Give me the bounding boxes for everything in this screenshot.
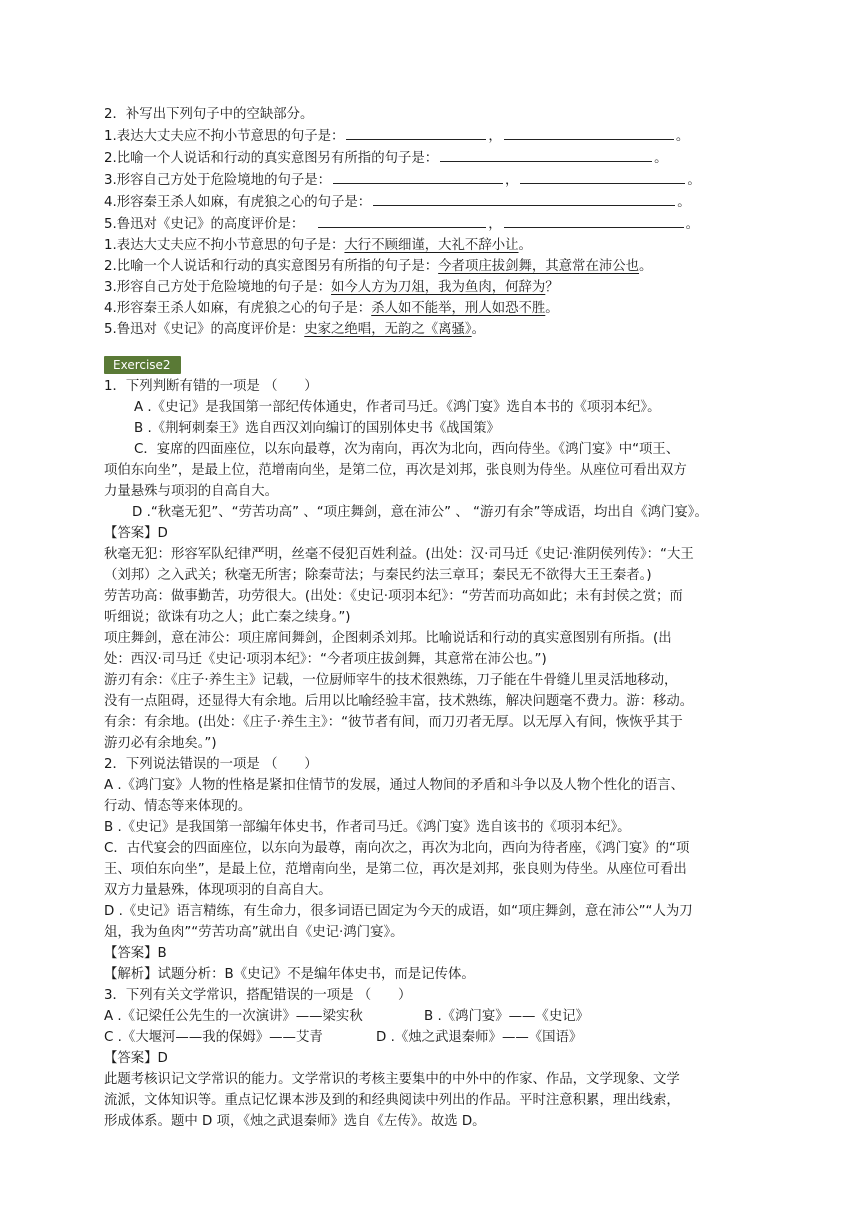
e2-option-line: 双方力量悬殊，体现项羽的自高自大。 — [104, 883, 332, 898]
answer-end: ？ — [545, 280, 559, 295]
blank-line-1 — [104, 125, 764, 147]
e1-option-c: 项伯东向坐”，是最上位，范增南向坐，是第二位，再次是刘邦，张良则为侍坐。从座位可看出双方 — [104, 463, 687, 478]
blank-prefix: 4.形容秦王杀人如麻，有虎狼之心的句子是： — [104, 195, 372, 210]
answer-line-2 — [104, 256, 764, 277]
answer-text: 今者项庄拔剑舞，其意常在沛公也 — [438, 259, 640, 274]
e1-option-c: C．宴席的四面座位，以东向最尊，次为南向，再次为北向，西向侍坐。《鸿门宴》中“项王、 — [134, 442, 680, 457]
e1-option-a: A .《史记》是我国第一部纪传体通史，作者司马迁。《鸿门宴》选自本书的《项羽本纪》。 — [134, 400, 661, 415]
answer-line-5 — [104, 319, 764, 340]
question-2-title: 2．补写出下列句子中的空缺部分。 — [104, 107, 314, 122]
answer-text: 大行不顾细谨，大礼不辞小让 — [344, 238, 519, 253]
e1-explanation-line: 处：西汉·司马迁《史记·项羽本纪》：“今者项庄拔剑舞，其意常在沛公也。”) — [104, 652, 547, 667]
blank-separator: ， — [488, 217, 502, 232]
e1-explanation-line: 听细说；欲诛有功之人；此亡秦之续身。”) — [104, 610, 351, 625]
e2-option-line: 行动、情态等来体现的。 — [104, 799, 252, 814]
e3-option-d: D .《烛之武退秦师》——《国语》 — [376, 1030, 583, 1045]
e3-question: 3．下列有关文学常识，搭配错误的一项是 （ ） — [104, 988, 412, 1003]
exercise-tag: Exercise2 — [104, 356, 181, 374]
e2-option-line: A .《鸿门宴》人物的性格是紧扣住情节的发展，通过人物间的矛盾和斗争以及人物个性化的语言、 — [104, 778, 685, 793]
e2-option-line: B .《史记》是我国第一部编年体史书，作者司马迁。《鸿门宴》选自该书的《项羽本纪》。 — [104, 820, 631, 835]
blank-line-4 — [104, 191, 764, 213]
e1-answer: 【答案】D — [104, 526, 168, 541]
e2-option-line: 王、项伯东向坐”，是最上位，范增南向坐，是第二位，再次是刘邦，张良则为侍坐。从座位可看出 — [104, 862, 687, 877]
e3-answer: 【答案】D — [104, 1051, 168, 1066]
e2-option-line: 俎，我为鱼肉”“劳苦功高”就出自《史记·鸿门宴》。 — [104, 925, 404, 940]
blank-prefix: 3.形容自己方处于危险境地的句子是： — [104, 173, 332, 188]
answer-blank — [373, 191, 675, 206]
e3-option-a: A .《记梁任公先生的一次演讲》——梁实秋 — [104, 1009, 363, 1024]
answer-blank — [346, 125, 486, 140]
e2-explanation: 【解析】试题分析：B《史记》不是编年体史书，而是记传体。 — [104, 967, 475, 982]
blank-separator: ， — [488, 129, 502, 144]
blank-line-3 — [104, 169, 764, 191]
e1-explanation-line: 游刃有余：《庄子·养生主》记载，一位厨师宰牛的技术很熟练，刀子能在牛骨缝儿里灵活地移动， — [104, 673, 678, 688]
e1-explanation-line: （刘邦）之入武关；秋毫无所害；除秦苛法；与秦民约法三章耳；秦民无不欲得大王王秦者。) — [104, 568, 652, 583]
blank-prefix: 1.表达大丈夫应不拘小节意思的句子是： — [104, 129, 345, 144]
document-page — [104, 104, 764, 1132]
e1-explanation-line: 没有一点阻碍，还显得大有余地。后用以比喻经验丰富，技术熟练，解决问题毫不费力。游：移动。 — [104, 694, 694, 709]
answer-end: 。 — [518, 238, 532, 253]
answer-blank — [333, 169, 503, 184]
e1-option-b: B .《荆轲刺秦王》选自西汉刘向编订的国别体史书《战国策》 — [134, 421, 500, 436]
e1-explanation-line: 游刃必有余地矣。”) — [104, 736, 217, 751]
answer-prefix: 5.鲁迅对《史记》的高度评价是： — [104, 322, 305, 337]
blank-end: 。 — [654, 151, 668, 166]
answer-prefix: 4.形容秦王杀人如麻，有虎狼之心的句子是： — [104, 301, 372, 316]
e3-explanation-line: 此题考核识记文学常识的能力。文学常识的考核主要集中的中外中的作家、作品，文学现象、文学 — [104, 1072, 680, 1087]
answer-prefix: 1.表达大丈夫应不拘小节意思的句子是： — [104, 238, 345, 253]
e1-explanation-line: 秋毫无犯：形容军队纪律严明，丝毫不侵犯百姓利益。(出处：汉·司马迁《史记·淮阴侯列传》：“大王 — [104, 547, 694, 562]
blank-end: 。 — [677, 195, 691, 210]
blank-line-5 — [104, 213, 764, 235]
answer-prefix: 3.形容自己方处于危险境地的句子是： — [104, 280, 332, 295]
blank-end: 。 — [685, 217, 700, 232]
e3-options-row-1 — [104, 1006, 764, 1027]
e1-option-c: 力量悬殊与项羽的自高自大。 — [104, 484, 279, 499]
answer-end: 。 — [639, 259, 653, 274]
blank-prefix: 5.鲁迅对《史记》的高度评价是： — [104, 217, 305, 232]
answer-text: 如今人方为刀俎，我为鱼肉，何辞为 — [331, 280, 546, 295]
blank-end: 。 — [675, 129, 690, 144]
answer-blank — [520, 169, 685, 184]
e1-explanation-line: 项庄舞剑，意在沛公：项庄席间舞剑，企图刺杀刘邦。比喻说话和行动的真实意图别有所指。(出 — [104, 631, 672, 646]
e3-explanation-line: 流派，文体知识等。重点记忆课本涉及到的和经典阅读中列出的作品。平时注意积累，理出线索， — [104, 1093, 680, 1108]
e1-question: 1．下列判断有错的一项是 （ ） — [104, 379, 318, 394]
e3-explanation-line: 形成体系。题中 D 项，《烛之武退秦师》选自《左传》。故选 D。 — [104, 1114, 486, 1129]
blank-end: 。 — [687, 173, 701, 188]
answer-end: 。 — [471, 322, 486, 337]
answer-text: 杀人如不能举，刑人如恐不胜 — [371, 301, 546, 316]
answer-prefix: 2.比喻一个人说话和行动的真实意图另有所指的句子是： — [104, 259, 439, 274]
answer-blank — [318, 213, 486, 228]
e3-option-c: C .《大堰河——我的保姆》——艾青 — [104, 1030, 323, 1045]
e1-explanation-line: 劳苦功高：做事勤苦，功劳很大。(出处：《史记·项羽本纪》：“劳苦而功高如此；未有封侯之赏；而 — [104, 589, 683, 604]
answer-line-3 — [104, 277, 764, 298]
answer-line-4 — [104, 298, 764, 319]
e2-answer: 【答案】B — [104, 946, 167, 961]
e3-options-row-2 — [104, 1027, 764, 1048]
answer-blank — [504, 125, 674, 140]
blank-line-2 — [104, 147, 764, 169]
e3-option-b: B .《鸿门宴》——《史记》 — [424, 1009, 589, 1024]
e2-question: 2．下列说法错误的一项是 （ ） — [104, 757, 318, 772]
e2-option-line: D .《史记》语言精练，有生命力，很多词语已固定为今天的成语，如“项庄舞剑，意在沛公”“人为刀 — [104, 904, 693, 919]
e1-explanation-line: 有余：有余地。(出处：《庄子·养生主》：“彼节者有间，而刀刃者无厚。以无厚入有间，恢恢乎其于 — [104, 715, 683, 730]
e2-option-line: C．古代宴会的四面座位，以东向为最尊，南向次之，再次为北向，西向为待者座，《鸿门宴》的“项 — [104, 841, 690, 856]
answer-blank — [440, 147, 652, 162]
blank-separator: ， — [505, 173, 519, 188]
answer-line-1 — [104, 235, 764, 256]
answer-text: 史家之绝唱，无韵之《离骚》 — [304, 322, 472, 337]
answer-end: 。 — [545, 301, 559, 316]
e1-option-d: D .“秋毫无犯”、“劳苦功高” 、“项庄舞剑，意在沛公” 、 “游刃有余”等成语，均出自《鸿门宴》。 — [132, 505, 708, 520]
blank-prefix: 2.比喻一个人说话和行动的真实意图另有所指的句子是： — [104, 151, 439, 166]
answer-blank — [504, 213, 684, 228]
